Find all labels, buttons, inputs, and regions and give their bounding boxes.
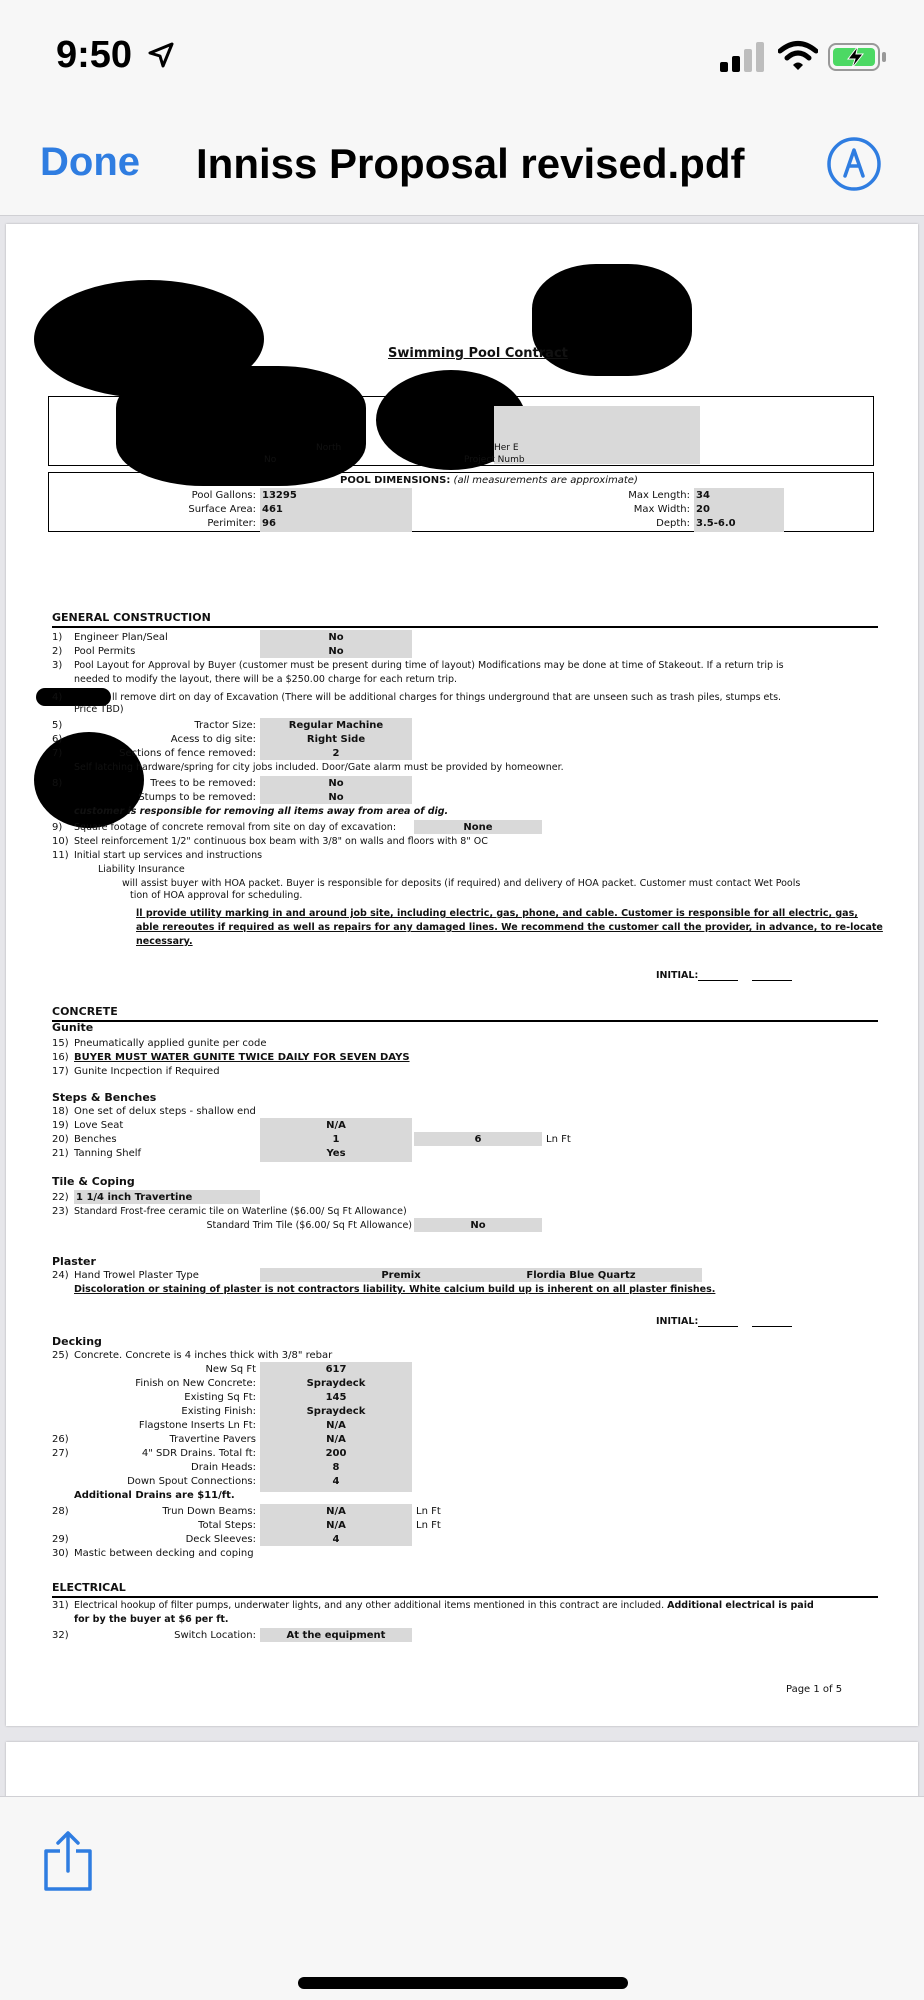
item-number: 28) <box>52 1506 69 1517</box>
wifi-icon <box>778 40 818 72</box>
item-text: Self latching hardware/spring for city jobs included. Door/Gate alarm must be provided by homeowner. <box>74 762 564 773</box>
dim-label: Max Length: <box>628 490 690 501</box>
deck-label: Finish on New Concrete: <box>135 1378 256 1389</box>
item-text: tion of HOA approval for scheduling. <box>130 890 303 901</box>
nav-bar <box>0 110 924 216</box>
deck-label: Drain Heads: <box>191 1462 256 1473</box>
item-text: Standard Trim Tile ($6.00/ Sq Ft Allowance) <box>206 1220 412 1231</box>
item-text: ll remove dirt on day of Excavation (There will be additional charges for things underground that are unseen such as trash piles, stumps ets. <box>112 692 782 703</box>
initial-line <box>752 1326 792 1327</box>
deck-value: 4 <box>332 1476 340 1487</box>
item-text: Hand Trowel Plaster Type <box>74 1270 199 1281</box>
item-value: Regular Machine <box>288 720 384 731</box>
bottom-toolbar <box>0 1796 924 2000</box>
deck-value: N/A <box>326 1420 346 1431</box>
item-number: 1) <box>52 632 63 643</box>
item-number: 20) <box>52 1134 69 1145</box>
deck-value: Spraydeck <box>306 1378 366 1389</box>
item-value: No <box>470 1220 486 1231</box>
item-number: 16) <box>52 1052 69 1063</box>
item-number: 10) <box>52 836 69 847</box>
dim-label: Pool Gallons: <box>191 490 256 501</box>
cellular-signal-icon <box>720 42 766 72</box>
item-text: Mastic between decking and coping <box>74 1548 254 1559</box>
dim-label: Surface Area: <box>188 504 256 515</box>
deck-value: N/A <box>326 1434 346 1445</box>
item-number: 4) <box>52 692 63 703</box>
item-number: 5) <box>52 720 63 731</box>
item-text: Trees to be removed: <box>150 778 256 789</box>
item-text: will assist buyer with HOA packet. Buyer is responsible for deposits (if required) and delivery of HOA packet. Customer must contact Wet Pools <box>122 878 801 889</box>
item-text: Liability Insurance <box>98 864 185 875</box>
deck-value: 8 <box>332 1462 340 1473</box>
steps-benches-heading: Steps & Benches <box>52 1091 157 1104</box>
deck-label: Existing Sq Ft: <box>184 1392 256 1403</box>
item-number: 26) <box>52 1434 69 1445</box>
document-title: Inniss Proposal revised.pdf <box>196 140 745 187</box>
item-text: Switch Location: <box>174 1630 256 1641</box>
item-value: N/A <box>326 1506 346 1517</box>
item-number: 15) <box>52 1038 69 1049</box>
pdf-page-2 <box>6 1742 918 1796</box>
item-text: Tanning Shelf <box>74 1148 142 1159</box>
item-number: 9) <box>52 822 63 833</box>
gunite-heading: Gunite <box>52 1021 94 1034</box>
item-text: Pool Layout for Approval by Buyer (customer must be present during time of layout) Modifications may be done at time of Stakeout. If a return trip is <box>74 660 784 671</box>
item-number: 32) <box>52 1630 69 1641</box>
initial-line <box>752 980 792 981</box>
item-text: Square footage of concrete removal from site on day of excavation: <box>74 822 397 833</box>
deck-value: 617 <box>325 1364 347 1375</box>
status-bar <box>0 0 924 110</box>
item-text: 1 1/4 inch Travertine <box>76 1192 193 1203</box>
page-number: Page 1 of 5 <box>786 1684 843 1695</box>
deck-label: New Sq Ft <box>205 1364 256 1375</box>
location-arrow-icon <box>148 42 174 68</box>
item-text: Trun Down Beams: <box>162 1506 256 1517</box>
customer-info-box <box>48 396 874 466</box>
item-text: for by the buyer at $6 per ft. <box>74 1614 229 1625</box>
item-text: Gunite Incpection if Required <box>74 1066 220 1077</box>
initial-label: INITIAL: <box>656 1316 699 1327</box>
item-number: 24) <box>52 1270 69 1281</box>
item-number: 25) <box>52 1350 69 1361</box>
item-unit: Ln Ft <box>416 1506 441 1517</box>
pool-dimensions-heading: POOL DIMENSIONS: (all measurements are approximate) <box>340 475 638 486</box>
item-text: Discoloration or staining of plaster is not contractors liability. White calcium build up is inherent on all plaster finishes. <box>74 1284 716 1295</box>
item-number: 3) <box>52 660 63 671</box>
item-value: Yes <box>326 1148 346 1159</box>
item-value: 6 <box>474 1134 482 1145</box>
item-value: 2 <box>332 748 340 759</box>
item-text: needed to modify the layout, there will be a $250.00 charge for each return trip. <box>74 674 458 685</box>
header-fragment: No <box>264 455 277 465</box>
item-text: Stumps to be removed: <box>138 792 256 803</box>
dim-value: 461 <box>262 504 283 515</box>
section-rule <box>52 626 878 628</box>
item-text: necessary. <box>136 936 193 947</box>
item-text: Acess to dig site: <box>170 734 256 745</box>
item-text: Tractor Size: <box>194 720 256 731</box>
item-number: 27) <box>52 1448 69 1459</box>
header-fragment: Her E <box>494 443 519 453</box>
dim-label: Max Width: <box>633 504 690 515</box>
item-value: No <box>328 646 344 657</box>
battery-charging-icon <box>828 42 888 72</box>
item-value: None <box>463 822 493 833</box>
item-text: BUYER MUST WATER GUNITE TWICE DAILY FOR SEVEN DAYS <box>74 1052 410 1063</box>
item-text: Deck Sleeves: <box>185 1534 256 1545</box>
dim-value: 3.5-6.0 <box>696 518 736 529</box>
section-rule <box>52 1020 878 1022</box>
item-value: No <box>328 778 344 789</box>
tile-coping-heading: Tile & Coping <box>52 1175 135 1188</box>
item-text: Concrete. Concrete is 4 inches thick with 3/8" rebar <box>74 1350 333 1361</box>
pdf-page-1 <box>6 224 918 1726</box>
item-text: Additional Drains are $11/ft. <box>74 1490 235 1501</box>
section-rule <box>52 1596 878 1598</box>
markup-icon[interactable] <box>826 136 882 192</box>
pdf-viewer[interactable] <box>0 216 924 1796</box>
item-number: 30) <box>52 1548 69 1559</box>
item-number: 11) <box>52 850 69 861</box>
item-number: 18) <box>52 1106 69 1117</box>
done-button[interactable]: Done <box>40 140 140 184</box>
item-text: customer is responsible for removing all items away from area of dig. <box>74 806 449 817</box>
dim-value: 13295 <box>262 490 297 501</box>
item-number: 31) <box>52 1600 69 1611</box>
status-time: 9:50 <box>56 34 133 76</box>
dim-value: 96 <box>262 518 276 529</box>
concrete-heading: CONCRETE <box>52 1005 118 1018</box>
item-number: 23) <box>52 1206 69 1217</box>
item-value: N/A <box>326 1520 346 1531</box>
item-text: Engineer Plan/Seal <box>74 632 168 643</box>
item-value: At the equipment <box>286 1630 386 1641</box>
item-value: No <box>328 792 344 803</box>
deck-label: Down Spout Connections: <box>127 1476 256 1487</box>
item-number: 22) <box>52 1192 69 1203</box>
item-number: 2) <box>52 646 63 657</box>
general-construction-heading: GENERAL CONSTRUCTION <box>52 611 211 624</box>
dim-value: 20 <box>696 504 710 515</box>
dim-value: 34 <box>696 490 710 501</box>
item-text: Standard Frost-free ceramic tile on Waterline ($6.00/ Sq Ft Allowance) <box>74 1206 407 1217</box>
item-text: Love Seat <box>74 1120 124 1131</box>
header-fragment: North <box>316 443 342 453</box>
initial-line <box>698 1326 738 1327</box>
item-unit: Ln Ft <box>416 1520 441 1531</box>
deck-label: Flagstone Inserts Ln Ft: <box>138 1420 256 1431</box>
decking-heading: Decking <box>52 1335 102 1348</box>
dim-label: Depth: <box>656 518 690 529</box>
deck-value: 200 <box>325 1448 347 1459</box>
plaster-heading: Plaster <box>52 1255 96 1268</box>
item-text: Price TBD) <box>74 704 124 715</box>
deck-label: 4" SDR Drains. Total ft: <box>141 1448 256 1459</box>
deck-label: Travertine Pavers <box>169 1434 256 1445</box>
electrical-heading: ELECTRICAL <box>52 1581 126 1594</box>
item-text: Sections of fence removed: <box>119 748 256 759</box>
header-fragment: Project Numb <box>464 455 525 465</box>
item-text: ll provide utility marking in and around job site, including electric, gas, phone, and cable. Customer is responsible for all electric, gas, <box>136 908 858 919</box>
item-number: 19) <box>52 1120 69 1131</box>
item-number: 17) <box>52 1066 69 1077</box>
item-text: Initial start up services and instructions <box>74 850 263 861</box>
share-icon[interactable] <box>42 1829 94 1893</box>
item-text: Steel reinforcement 1/2" continuous box beam with 3/8" on walls and floors with 8" OC <box>74 836 488 847</box>
item-text: able rereoutes if required as well as repairs for any damaged lines. We recommend the customer call the provider, in advance, to re-locate <box>136 922 883 933</box>
item-value: 1 <box>332 1134 340 1145</box>
item-value: 4 <box>332 1534 340 1545</box>
item-text: Benches <box>74 1134 117 1145</box>
deck-value: Spraydeck <box>306 1406 366 1417</box>
item-text: Electrical hookup of filter pumps, underwater lights, and any other additional items mentioned in this contract are included. Additional electrical is paid <box>74 1600 814 1611</box>
deck-value: 145 <box>325 1392 347 1403</box>
deck-label: Existing Finish: <box>181 1406 256 1417</box>
initial-label: INITIAL: <box>656 970 699 981</box>
item-text: One set of delux steps - shallow end <box>74 1106 256 1117</box>
item-number: 29) <box>52 1534 69 1545</box>
item-text: Total Steps: <box>198 1520 256 1531</box>
item-value: Right Side <box>306 734 366 745</box>
item-value: Flordia Blue Quartz <box>526 1270 636 1281</box>
contract-title: Swimming Pool Contract <box>388 346 568 361</box>
item-number: 7) <box>52 748 63 759</box>
item-number: 21) <box>52 1148 69 1159</box>
item-text: Pneumatically applied gunite per code <box>74 1038 267 1049</box>
initial-line <box>698 980 738 981</box>
item-value: N/A <box>326 1120 346 1131</box>
dim-label: Perimiter: <box>207 518 256 529</box>
item-number: 8) <box>52 778 63 789</box>
item-text: Pool Permits <box>74 646 136 657</box>
home-indicator <box>298 1977 628 1989</box>
item-unit: Ln Ft <box>546 1134 571 1145</box>
item-value: No <box>328 632 344 643</box>
item-number: 6) <box>52 734 63 745</box>
item-value: Premix <box>381 1270 421 1281</box>
